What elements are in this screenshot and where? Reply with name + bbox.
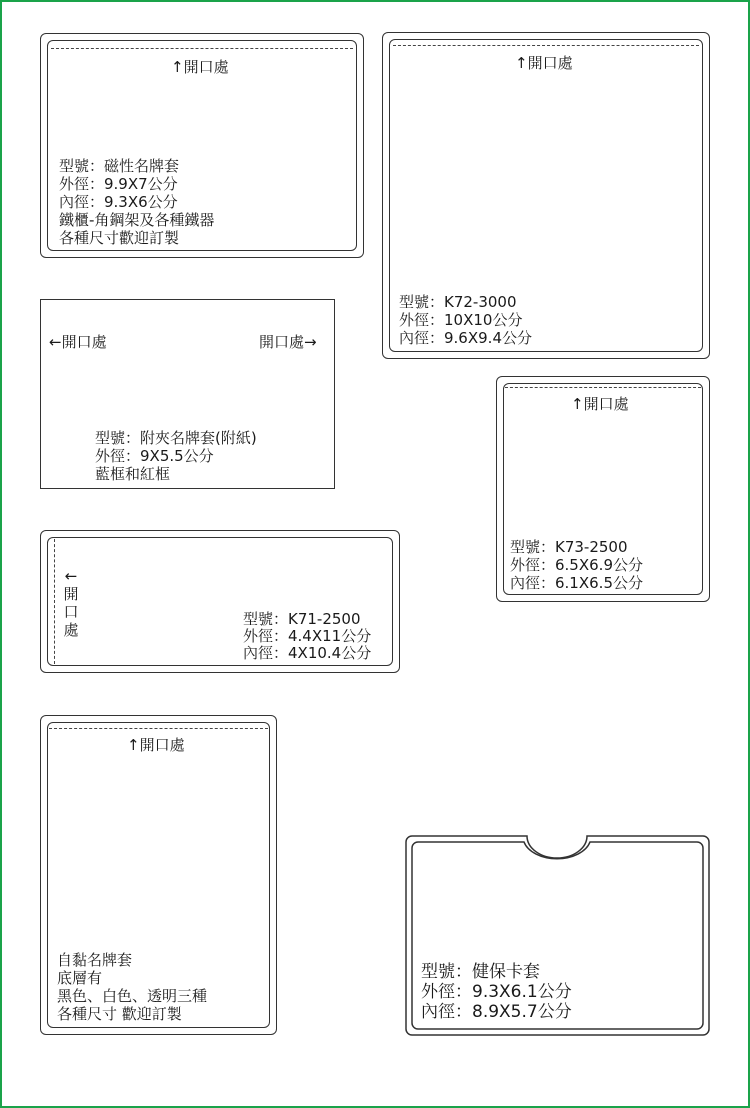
- frame-color-line: 藍框和紅框: [95, 465, 171, 483]
- opening-label-left: ←開口處: [49, 333, 107, 351]
- custom-order-line: 各種尺寸歡迎訂製: [59, 229, 180, 247]
- k72-sleeve: [382, 32, 710, 359]
- colors-line: 黑色、白色、透明三種: [57, 987, 208, 1005]
- opening-label-right: 開口處→: [259, 333, 317, 351]
- outer-size-line: 外徑：4.4X11公分: [243, 627, 372, 645]
- outer-size-line: 外徑：6.5X6.9公分: [510, 556, 643, 574]
- inner-size-line: 內徑：4X10.4公分: [243, 644, 372, 662]
- clip-name-sleeve: [40, 299, 335, 489]
- model-line: 型號：K72-3000: [399, 293, 517, 311]
- opening-dashed-line: [505, 387, 701, 388]
- inner-size-line: 內徑：6.1X6.5公分: [510, 574, 643, 592]
- inner-size-line: 內徑：9.6X9.4公分: [399, 329, 532, 347]
- health-model-line: 型號：健保卡套: [421, 962, 540, 982]
- opening-label: ↑開口處: [171, 58, 229, 76]
- usage-line: 鐵櫃-角鋼架及各種鐵器: [59, 211, 215, 229]
- model-line: 型號：K73-2500: [510, 538, 628, 556]
- opening-dashed-line: [51, 48, 353, 49]
- backing-line: 底層有: [57, 969, 103, 987]
- inner-size-line: 內徑：9.3X6公分: [59, 193, 178, 211]
- magnetic-name-sleeve: [40, 33, 364, 258]
- k71-sleeve: [40, 530, 400, 673]
- opening-dashed-line: [393, 45, 699, 46]
- outer-size-line: 外徑：9.9X7公分: [59, 175, 178, 193]
- health-outer-size-line: 外徑：9.3X6.1公分: [421, 982, 572, 1002]
- adhesive-name-sleeve: [40, 715, 277, 1035]
- model-line: 型號：K71-2500: [243, 610, 361, 628]
- model-line: 型號：附夾名牌套(附紙): [95, 429, 257, 447]
- custom-order-line: 各種尺寸 歡迎訂製: [57, 1005, 182, 1023]
- outer-size-line: 外徑：9X5.5公分: [95, 447, 214, 465]
- opening-label: ↑開口處: [127, 736, 185, 754]
- health-inner-size-line: 內徑：8.9X5.7公分: [421, 1002, 572, 1022]
- product-line: 自黏名牌套: [57, 951, 133, 969]
- opening-label-vertical: ←開口處: [63, 567, 79, 639]
- opening-dashed-line: [49, 728, 268, 729]
- k73-sleeve: [496, 376, 710, 602]
- opening-label: ↑開口處: [571, 395, 629, 413]
- opening-label: ↑開口處: [515, 54, 573, 72]
- model-line: 型號：磁性名牌套: [59, 157, 180, 175]
- opening-dashed-line: [54, 539, 55, 664]
- outer-size-line: 外徑：10X10公分: [399, 311, 523, 329]
